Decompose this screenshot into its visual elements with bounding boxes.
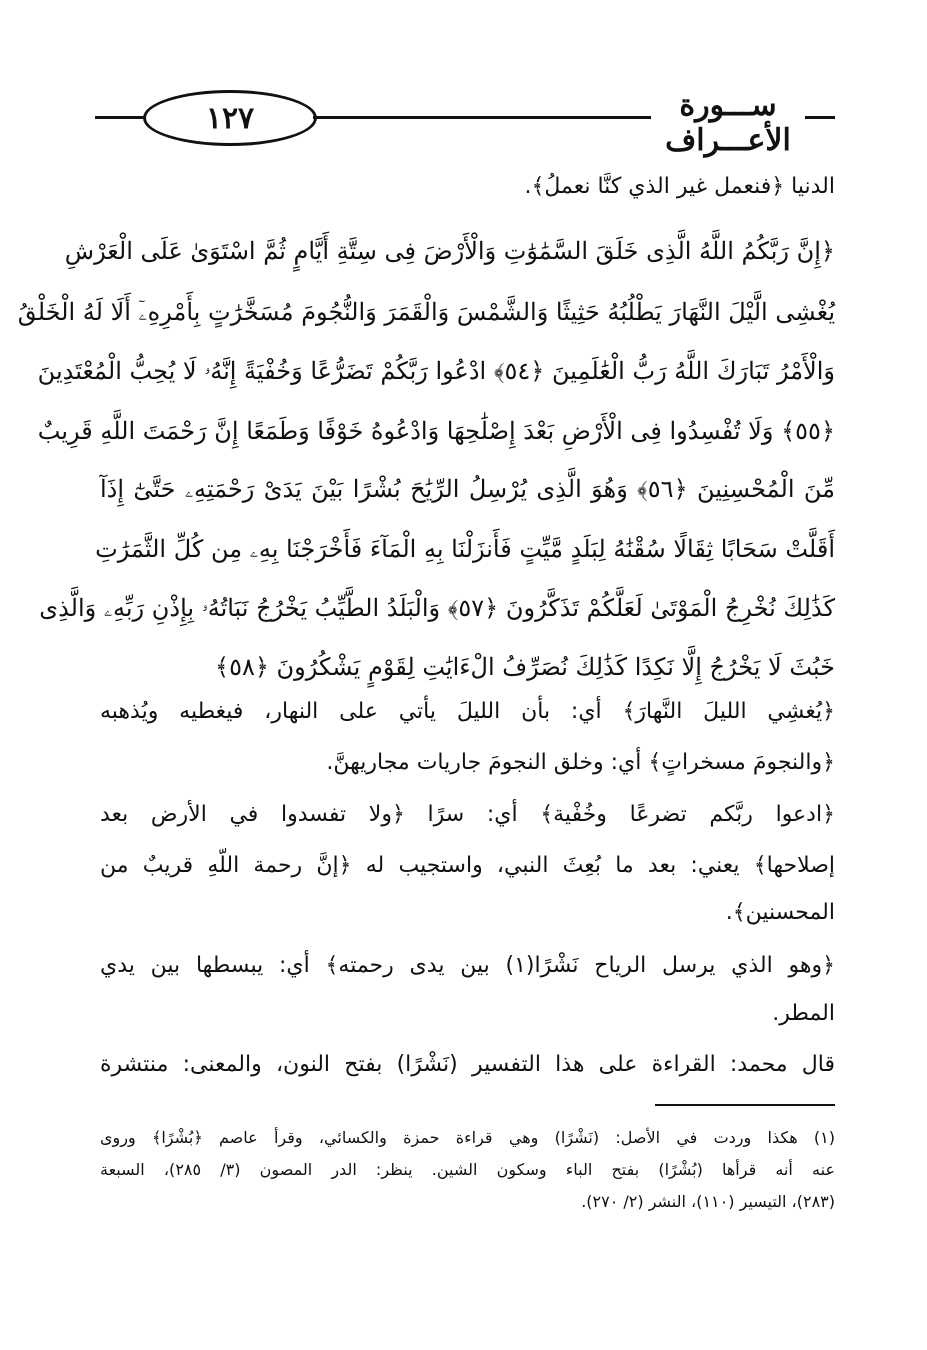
quran-verse-line: وَالْأَمْرُ تَبَارَكَ اللَّهُ رَبُّ الْعَٰلَمِينَ ﴿٥٤﴾ ادْعُوا رَبَّكُمْ تَضَرُّعًا وَخُفْيَةً إِنَّهُۥ لَا يُحِبُّ الْمُعْتَدِينَ [37,357,835,385]
text-line: ﴿يُغشِي الليلَ النَّهارَ﴾ أي: بأن الليلَ يأتي على النهار، فيغطيه ويُذهبه [100,699,835,724]
text-line: المحسنين﴾. [725,900,835,925]
quran-verse-line: مِّنَ الْمُحْسِنِينَ ﴿٥٦﴾ وَهُوَ الَّذِى يُرْسِلُ الرِّيَٰحَ بُشْرًا بَيْنَ يَدَىْ رَحْمَتِهِۦ حَتَّىٰٓ إِذَآ [100,475,835,503]
surah-title: ســـورة الأعـــراف [665,88,791,158]
footnote-separator [655,1104,835,1106]
text-line: ﴿وهو الذي يرسل الرياح نَشْرًا(١) بين يدى رحمته﴾ أي: يبسطها بين يدي [100,953,835,978]
quran-verse-line: أَقَلَّتْ سَحَابًا ثِقَالًا سُقْنَٰهُ لِبَلَدٍ مَّيِّتٍ فَأَنزَلْنَا بِهِ الْمَآءَ فَأَخْرَجْنَا بِهِۦ مِن كُلِّ الثَّمَرَٰتِ [95,535,835,563]
text-line: المطر. [772,1001,835,1026]
quran-verse-line: يُغْشِى الَّيْلَ النَّهَارَ يَطْلُبُهُ حَثِيثًا وَالشَّمْسَ وَالْقَمَرَ وَالنُّجُومَ مُسَخَّرَٰتٍ بِأَمْرِهِۦٓ أَلَا لَهُ الْخَلْقُ [17,298,835,326]
header-rule [805,116,835,119]
footnote-line: (١) هكذا وردت في الأصل: (نَشْرًا) وهي قراءة حمزة والكسائي، وقرأ عاصم ﴿بُشْرًا﴾ وروى [100,1128,835,1147]
footnote-line: (٢٨٣)، التيسير (١١٠)، النشر (٢/ ٢٧٠). [581,1192,835,1211]
page-number: ١٢٧ [143,90,317,146]
text-line: إصلاحها﴾ يعني: بعد ما بُعِثَ النبي، واستجيب له ﴿إنَّ رحمة اللّهِ قريبٌ من [100,853,835,878]
header-rule [313,116,651,119]
quran-verse-line: ﴿إِنَّ رَبَّكُمُ اللَّهُ الَّذِى خَلَقَ السَّمَٰوَٰتِ وَالْأَرْضَ فِى سِتَّةِ أَيَّامٍ ثُمَّ اسْتَوَىٰ عَلَى الْعَرْشِ [64,237,835,265]
quran-verse-line: خَبُثَ لَا يَخْرُجُ إِلَّا نَكِدًا كَذَٰلِكَ نُصَرِّفُ الْءَايَٰتِ لِقَوْمٍ يَشْكُرُونَ ﴿٥٨﴾ [215,653,835,681]
page-header [95,88,835,158]
quran-verse-line: كَذَٰلِكَ نُخْرِجُ الْمَوْتَىٰ لَعَلَّكُمْ تَذَكَّرُونَ ﴿٥٧﴾ وَالْبَلَدُ الطَّيِّبُ يَخْرُجُ نَبَاتُهُۥ بِإِذْنِ رَبِّهِۦ وَالَّذِى [39,594,835,622]
footnote-line: عنه أنه قرأها (بُشْرًا) بفتح الباء وسكون الشين. ينظر: الدر المصون (٣/ ٢٨٥)، السبعة [100,1160,836,1179]
text-line: ﴿والنجومَ مسخراتٍ﴾ أي: وخلق النجومَ جاريات مجاريهنَّ. [326,750,835,775]
quran-verse-line: ﴿٥٥﴾ وَلَا تُفْسِدُوا فِى الْأَرْضِ بَعْدَ إِصْلَٰحِهَا وَادْعُوهُ خَوْفًا وَطَمَعًا إِنَّ رَحْمَتَ اللَّهِ قَرِيبٌ [37,417,835,445]
text-line: ﴿ادعوا ربَّكم تضرعًا وخُفْية﴾ أي: سرًا ﴿ولا تفسدوا في الأرض بعد [100,802,835,827]
text-line: الدنيا ﴿فنعمل غير الذي كنَّا نعملُ﴾. [524,174,835,199]
header-rule [95,116,145,119]
text-line: قال محمد: القراءة على هذا التفسير (نَشْرًا) بفتح النون، والمعنى: منتشرة [100,1052,835,1077]
